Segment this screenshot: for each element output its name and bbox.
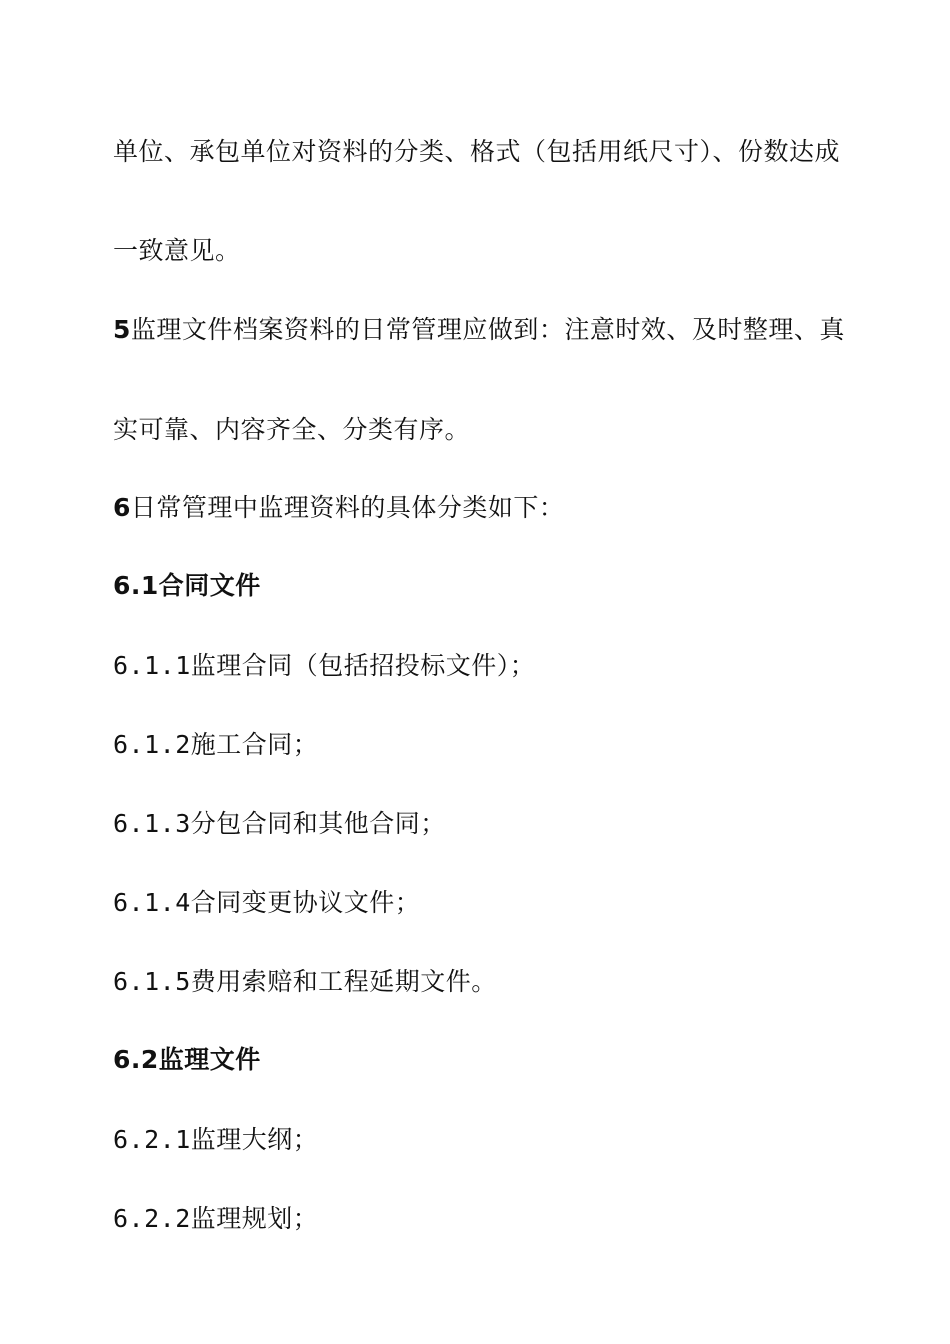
list-item: [113, 729, 318, 761]
list-item: [113, 650, 535, 682]
list-item-number: 6.1.4: [113, 888, 191, 917]
list-item-number: 6.2.2: [113, 1204, 191, 1233]
paragraph-5-number: 5: [113, 315, 131, 344]
paragraph-6: [113, 492, 564, 524]
list-item-number: 6.1.5: [113, 967, 191, 996]
paragraph-5-line-2: [113, 414, 470, 446]
list-item-text: 施工合同；: [190, 730, 319, 759]
list-item-number: 6.1.3: [113, 809, 191, 838]
list-item: [113, 1124, 318, 1156]
paragraph-4-line-1: [113, 136, 840, 168]
list-item-text: 监理合同（包括招投标文件）；: [190, 651, 536, 680]
list-item-text: 合同变更协议文件；: [190, 888, 421, 917]
section-6-1-heading-text: 6.1合同文件: [113, 571, 261, 600]
section-6-2-heading: [113, 1044, 261, 1076]
paragraph-6-number: 6: [113, 493, 131, 522]
section-6-2-heading-text: 6.2监理文件: [113, 1045, 261, 1074]
list-item-text: 费用索赔和工程延期文件。: [190, 967, 497, 996]
paragraph-5-line-1: [113, 314, 845, 346]
list-item-number: 6.1.2: [113, 730, 191, 759]
paragraph-5-line-1-text: 监理文件档案资料的日常管理应做到：注意时效、及时整理、真: [130, 315, 845, 344]
paragraph-4-line-1-text: 单位、承包单位对资料的分类、格式（包括用纸尺寸）、份数达成: [113, 137, 841, 166]
list-item: [113, 1203, 318, 1235]
list-item-text: 分包合同和其他合同；: [190, 809, 446, 838]
paragraph-4-line-2-text: 一致意见。: [113, 236, 241, 265]
section-6-1-heading: [113, 570, 261, 602]
paragraph-4-line-2: [113, 235, 241, 267]
list-item-text: 监理规划；: [190, 1204, 319, 1233]
list-item-text: 监理大纲；: [190, 1125, 319, 1154]
paragraph-5-line-2-text: 实可靠、内容齐全、分类有序。: [113, 415, 471, 444]
list-item: [113, 887, 420, 919]
list-item: [113, 808, 446, 840]
list-item-number: 6.1.1: [113, 651, 191, 680]
list-item: [113, 966, 497, 998]
paragraph-6-text: 日常管理中监理资料的具体分类如下：: [130, 493, 565, 522]
list-item-number: 6.2.1: [113, 1125, 191, 1154]
